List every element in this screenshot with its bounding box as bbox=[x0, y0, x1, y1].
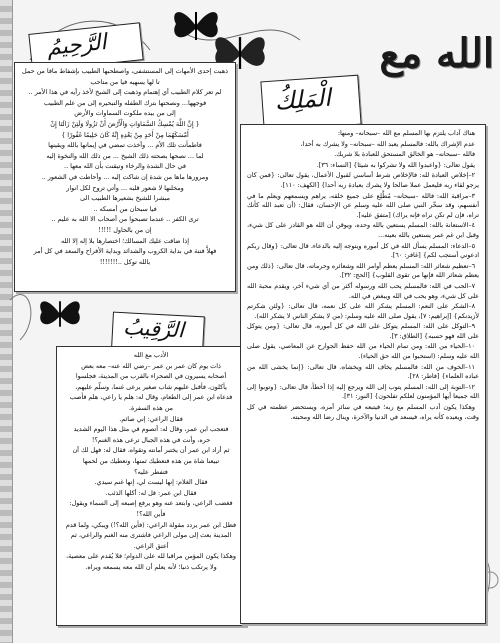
story-line: يأكلون، فأقبل عليهم شاب صغير يرعى غنما، وسلّم عليهم، bbox=[75, 382, 227, 391]
story-line: ومخلنها لا شعور قلبه ... وأتي تروح لكل انوار bbox=[66, 183, 184, 192]
story-line: فهلاَّ فتنة في بداية الكروب والشدائد وبداية الأفراح والسعد في كل أمر bbox=[33, 247, 217, 256]
story-line: أصحابه يسيرون في الصحراء بالقرب من المدينة، فجلسوا bbox=[75, 372, 227, 381]
story-line: تا لها يسهيه فيا من متاحب bbox=[90, 77, 160, 86]
story-line: مبشرا للشيخ بشعيرها الطبيب الى bbox=[80, 194, 170, 203]
left-top-story-panel bbox=[14, 62, 236, 292]
right-article-text bbox=[247, 129, 479, 422]
story-line: الأدب مع الله bbox=[133, 351, 169, 359]
left-bottom-story-text bbox=[63, 351, 239, 572]
article-paragraph: ١١–الخوف من الله: فالمسلم يخاف الله ويخشاه، قال تعالى: {إنما يخشى الله من عباده العلماء} [فاطر: ٢٨]. bbox=[247, 362, 479, 381]
story-line: فقال ابن عمر: قل له: أكلها الذئب. bbox=[105, 488, 197, 497]
story-line: فتعجب ابن عمر، وقال له: أتصوم في مثل هذا اليوم الشديد bbox=[73, 425, 229, 434]
story-line: فظل ابن عمر يردد مقولة الراعي: (فأين الله؟!) ويبكي، ولما قدم bbox=[65, 520, 237, 529]
story-line: إلى من بيده ملكوت السماوات والأرض bbox=[74, 109, 176, 118]
left-bottom-title-text: الرَّقِيبُ bbox=[122, 315, 185, 343]
article-paragraph: ٥–الدعاء: المسلم يسأل الله في كل أموره ويتوجه إليه بالدعاء، قال تعالى: {وقال ربكم ادعوني أستجب لكم} [غافر: ٦٠]. bbox=[247, 241, 479, 260]
left-top-title-text: الرَّحِيمُ bbox=[45, 29, 108, 62]
article-paragraph: ٢–إخلاص العبادة لله: فالإخلاص شرط أساسي لقبول الأعمال، يقول تعالى: {فمن كان يرجو لقاء ربه فليعمل عملا صالحا ولا يشرك بعبادة ربه أحدا} [الكهف: ١١٠]. bbox=[247, 171, 479, 189]
story-line: لما ... نصحها بصحته ذلك الشيخ ... من ذلك الله والنخوة إليه bbox=[46, 151, 204, 160]
story-line: أَمْسَكَهُمَا مِنْ أَحَدٍ مِنْ بَعْدِهِ إِنَّهُ كَانَ حَلِيمًا غَفُورًا } bbox=[61, 130, 189, 139]
story-line: فأين الله؟! bbox=[136, 509, 166, 518]
article-paragraph: ٤–الاستعانة بالله: المسلم يستعين بالله وحده، ويوقن أن الله هو القادر على كل شيء، وقبل ابن غم عمر يستعين بالله بعينه... bbox=[247, 221, 479, 239]
story-line: فدعاه ابن عمر إلى الطعام، وقال له: هلم يا راعي، هلم فأصب bbox=[69, 393, 233, 402]
butterfly-icon bbox=[36, 294, 84, 334]
story-line: ترى الكفر .. عندما تصبحوا من أصحاب الا الله به عليم .. bbox=[51, 215, 199, 224]
story-line: فتفطر عليه؟ bbox=[134, 467, 168, 476]
article-paragraph: ٦–تعظيم شعائر الله: المسلم يعظم أوامر الله وشعائره وحرماته، قال تعالى: {ذلك ومن يعظم شعائر الله فإنها من تقوى القلوب} [الحج: ٣٢]. bbox=[247, 261, 479, 280]
story-line: ذات يوم كان عمر بن عمر –رضي الله عنه– معه بعض bbox=[81, 361, 221, 370]
story-line: بالله توكل ..!!!!!!! bbox=[99, 257, 151, 266]
story-line: ومرورها ماها من شدة إن شاكت إليه ... وأحاطت في الشعور .. bbox=[41, 172, 209, 181]
story-line: فوجهها... ونصحتها بترك الطفله والتبحيره إلى من علم الطبيب bbox=[43, 98, 207, 107]
story-line: فاطمأنت تلك الأم ... وأخذت تمضي في إيمانها بالله ويقينها bbox=[48, 141, 202, 150]
story-line: حره، وأنت في هذه الجبال ترعى هذه الغنم؟! bbox=[91, 435, 211, 444]
story-line: إذا ضاقت عليك المسالك؛ اختصارها بلا إله إلا الله bbox=[61, 236, 189, 245]
story-line: من هذه السفرة. bbox=[129, 403, 173, 412]
article-paragraph: فالله –سبحانه– هو الخالق المستحق للعبادة بلا شريك. bbox=[334, 150, 475, 159]
article-paragraph: هناك آداب يلتزم بها المسلم مع الله –سبحانه– ومنها: bbox=[337, 129, 475, 137]
story-line: تبيعنا شاة من هذه فنعطيك ثمنها، ونعطيك من لحمها bbox=[82, 456, 220, 465]
story-line: ولا يرتكب ذنبا؛ لأنه يعلم أن الله معه يسمعه ويراه. bbox=[85, 562, 217, 571]
story-line: فيا سبحان من أمسكه .. bbox=[93, 204, 157, 213]
story-line: وهكذا يكون المؤمن مراقبا لله على الدوام؛ فلا يُقدم على معصية، bbox=[66, 552, 236, 561]
story-line: فغضب الراعي، وابتعد عنه وهو يرفع إصبعه إلى السماء ويقول: bbox=[69, 499, 233, 508]
article-paragraph: ٨–الشكر على النعم: المسلم يشكر الله على كل نعمه، قال تعالى: {ولئن شكرتم لأزيدنكم} [إبراهيم: ٧]، يقول صلى الله عليه وسلم: (من لا يشكر الناس لا يشكر الله). bbox=[247, 302, 479, 320]
story-line: فقال الغلام: إنها ليست لي، إنها غنم سيدي. bbox=[94, 478, 208, 487]
story-line: فقال الراعي: إني صائم. bbox=[119, 414, 183, 423]
main-title: الله مع bbox=[379, 30, 494, 77]
article-paragraph: ٩–التوكل على الله: المسلم يتوكل على الله في كل أموره، قال تعالى: {ومن يتوكل على الله فهو حسبه} [الطلاق: ٣]. bbox=[247, 322, 479, 340]
article-paragraph: يقول تعالى: {واعبدوا الله ولا تشركوا به شيئا} [النساء: ٣٦]. bbox=[316, 160, 475, 169]
article-paragraph: عدم الإشراك بالله: فالمسلم يعبد الله –سبحانه– ولا يشرك به أحدا، bbox=[300, 139, 475, 148]
right-title-text: الْمَلِكُ bbox=[273, 83, 332, 116]
story-line: لم تعر كلام الطبيب أي إهتمام وذهبت إلى الشيخ لأخذ رأيه في هذا الأمر .. bbox=[28, 88, 222, 97]
story-line: أعتق الراعي. bbox=[133, 541, 169, 550]
story-line: ذهبت إحدى الأمهات إلى المستشفى، واصطحبها الطبيب بإشفاط مافا من حمل bbox=[22, 67, 228, 75]
story-line: المدينة بعث إلى مولى الراعي فاشترى منه الغنم والراعي، ثم bbox=[70, 531, 232, 540]
story-line: إن من بالحاول !!!!! bbox=[98, 225, 152, 234]
right-article-panel bbox=[240, 124, 486, 624]
left-bottom-story-panel bbox=[56, 346, 246, 626]
left-top-story-text bbox=[21, 67, 229, 267]
article-paragraph: وهكذا يكون أدب المسلم مع ربه؛ فيتبعه في سائر أمره، ويستحضر عظمته في كل وقت، ويعبده كأنه يراه، فيسعد في الدنيا والآخرة، وينال رضا الله ومحبته. bbox=[247, 403, 479, 421]
right-title-tag bbox=[260, 75, 361, 132]
article-paragraph: ٧–الحب في الله: فالمسلم يحب الله ورسوله أكثر من أي شيء آخر، ويقدم محبة الله على كل شيء، وهو يحب في الله ويبغض في الله. bbox=[247, 281, 479, 300]
story-line: في حال الشدة والرخاء وتيقنت بأن الله معها .. bbox=[64, 162, 186, 171]
story-line: ثم أراد ابن عمر أن يختبر أمانته وتقواه، فقال له: فهل لك أن bbox=[72, 446, 230, 455]
article-paragraph: ١٠–الحياء من الله: ومن تمام الحياء من الله حفظ الجوارح عن المعاصي، يقول صلى الله عليه وسلم: (استحيوا من الله حق الحياء). bbox=[247, 342, 479, 361]
story-line: { إِنَّ اللَّهَ يُمْسِكُ السَّمَاوَاتِ وَالْأَرْضَ أَنْ تَزُولَا وَلَئِنْ زَالَتَا إِنْ bbox=[50, 119, 200, 128]
article-paragraph: ٣–مراقبة الله: فالله –سبحانه– مُطَّلِع على جميع خلقه، يراهم ويسمعهم ويعلم ما في أنفسهم، وقد سخّر النبي صلى الله عليه وسلم عن الإحسان، فقال: (أن تعبد الله كأنك تراه، فإن لم تكن تراه فإنه يراك) [متفق عليه]. bbox=[247, 191, 479, 219]
article-paragraph: ١٢–التوبة إلى الله: المسلم يتوب إلى الله ويرجع إليه إذا أخطأ، قال تعالى: {وتوبوا إلى الله جميعا أيها المؤمنون لعلكم تفلحون} [النور: ٣١]. bbox=[247, 382, 479, 401]
left-decorative-strip bbox=[0, 0, 13, 643]
